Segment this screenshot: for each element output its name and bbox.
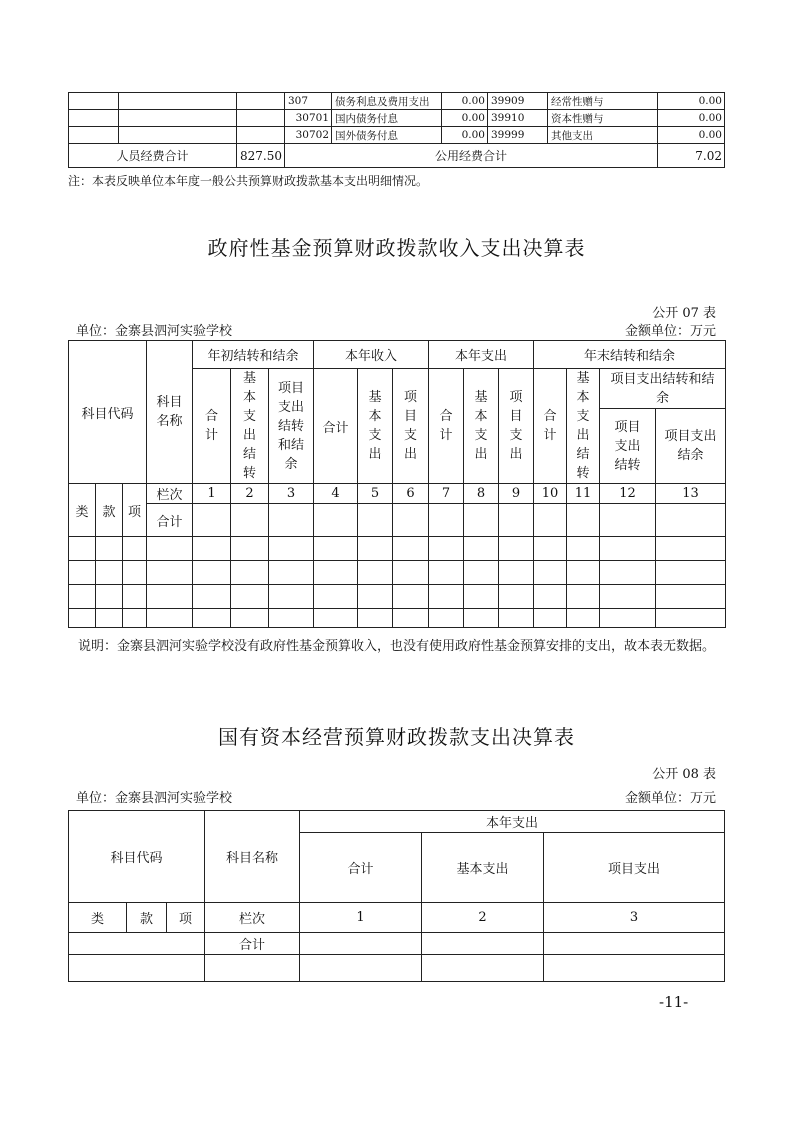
column-no: 2 [422,903,544,933]
total-row [69,144,725,168]
column-no: 1 [300,903,422,933]
table-row [69,609,726,628]
header-expense: 本年支出 [300,811,725,833]
state-capital-table [68,810,725,982]
column-no: 5 [358,484,393,504]
table1-note: 注：本表反映单位本年度一般公共预算财政拨款基本支出明细情况。 [68,174,429,188]
column-no: 4 [314,484,358,504]
public-total-value: 7.02 [658,144,725,168]
gov-fund-table [68,340,726,628]
header-subject-name: 科目名称 [205,811,300,903]
amount: 0.00 [658,110,725,127]
personnel-total-value: 827.50 [237,144,285,168]
header-subject-name: 科目名称 [147,341,193,484]
header-total: 合计 [429,369,464,484]
table-row [69,127,725,144]
table3-money-unit: 金额单位：万元 [624,791,716,806]
header-basic-carry: 基本支出结转 [231,369,269,484]
public-total-label: 公用经费合计 [285,144,658,168]
header-basic: 基本支出 [358,369,393,484]
header-subject-code: 科目代码 [69,341,147,484]
column-number-row [69,903,725,933]
header-project: 项目支出 [393,369,429,484]
header-project: 项目支出 [544,833,725,903]
header-project: 项目支出 [499,369,534,484]
header-item: 款 [127,903,167,933]
header-class: 类 [69,903,127,933]
general-budget-detail-table [68,92,725,168]
column-no-label: 栏次 [147,484,193,504]
header-expense: 本年支出 [429,341,534,369]
table3-title: 国有资本经营预算财政拨款支出决算表 [218,725,575,749]
header-total: 合计 [300,833,422,903]
column-no: 1 [193,484,231,504]
sum-label: 合计 [205,933,300,955]
header-basic: 基本支出 [422,833,544,903]
table2-money-unit: 金额单位：万元 [624,324,716,339]
header-item: 款 [96,484,123,537]
table-row [69,537,726,561]
header-project-sub-carry: 项目支出结转 [600,409,656,484]
sum-row [69,504,726,537]
column-no: 9 [499,484,534,504]
header-sub: 项 [167,903,205,933]
amount: 0.00 [442,93,488,110]
column-number-row [69,484,726,504]
header-total: 合计 [193,369,231,484]
amount: 0.00 [442,127,488,144]
table-row [69,561,726,585]
column-no: 6 [393,484,429,504]
header-project-carry-balance: 项目支出结转和结余 [600,369,726,409]
header-class: 类 [69,484,96,537]
header-basic: 基本支出 [464,369,499,484]
column-no-label: 栏次 [205,903,300,933]
table2-unit: 单位：金寨县泗河实验学校 [76,324,233,339]
table2-note: 说明：金寨县泗河实验学校没有政府性基金预算收入，也没有使用政府性基金预算安排的支出，故本表无数据。 [78,639,716,654]
header-subject-code: 科目代码 [69,811,205,903]
column-no: 2 [231,484,269,504]
header-project-sub-balance: 项目支出结余 [656,409,726,484]
econ-name: 资本性赠与 [548,110,658,127]
page-number: -11- [659,993,689,1011]
table-row [69,93,725,110]
econ-code: 30702 [285,127,332,144]
sum-label: 合计 [147,504,193,537]
econ-name: 国内债务付息 [332,110,442,127]
amount: 0.00 [442,110,488,127]
personnel-total-label: 人员经费合计 [69,144,237,168]
column-no: 12 [600,484,656,504]
column-no: 7 [429,484,464,504]
table-row [69,110,725,127]
econ-name: 债务利息及费用支出 [332,93,442,110]
column-no: 3 [544,903,725,933]
amount: 0.00 [658,93,725,110]
column-no: 3 [269,484,314,504]
header-basic-carry: 基本支出结转 [567,369,600,484]
column-no: 10 [534,484,567,504]
econ-name: 其他支出 [548,127,658,144]
econ-code: 307 [285,93,332,110]
econ-name: 国外债务付息 [332,127,442,144]
header-total: 合计 [314,369,358,484]
header-begin: 年初结转和结余 [193,341,314,369]
table3-code: 公开 08 表 [652,767,716,782]
amount: 0.00 [658,127,725,144]
econ-code: 30701 [285,110,332,127]
econ-name: 经常性赠与 [548,93,658,110]
econ-code: 39910 [488,110,548,127]
econ-code: 39999 [488,127,548,144]
econ-code: 39909 [488,93,548,110]
table-row [69,955,725,982]
header-project-carry-balance: 项目支出结转和结余 [269,369,314,484]
table3-unit: 单位：金寨县泗河实验学校 [76,791,233,806]
table2-title: 政府性基金预算财政拨款收入支出决算表 [207,236,586,260]
column-no: 13 [656,484,726,504]
sum-row [69,933,725,955]
header-sub: 项 [123,484,147,537]
header-income: 本年收入 [314,341,429,369]
column-no: 8 [464,484,499,504]
table-row [69,585,726,609]
column-no: 11 [567,484,600,504]
header-total: 合计 [534,369,567,484]
table2-code: 公开 07 表 [652,306,716,321]
header-end: 年末结转和结余 [534,341,726,369]
